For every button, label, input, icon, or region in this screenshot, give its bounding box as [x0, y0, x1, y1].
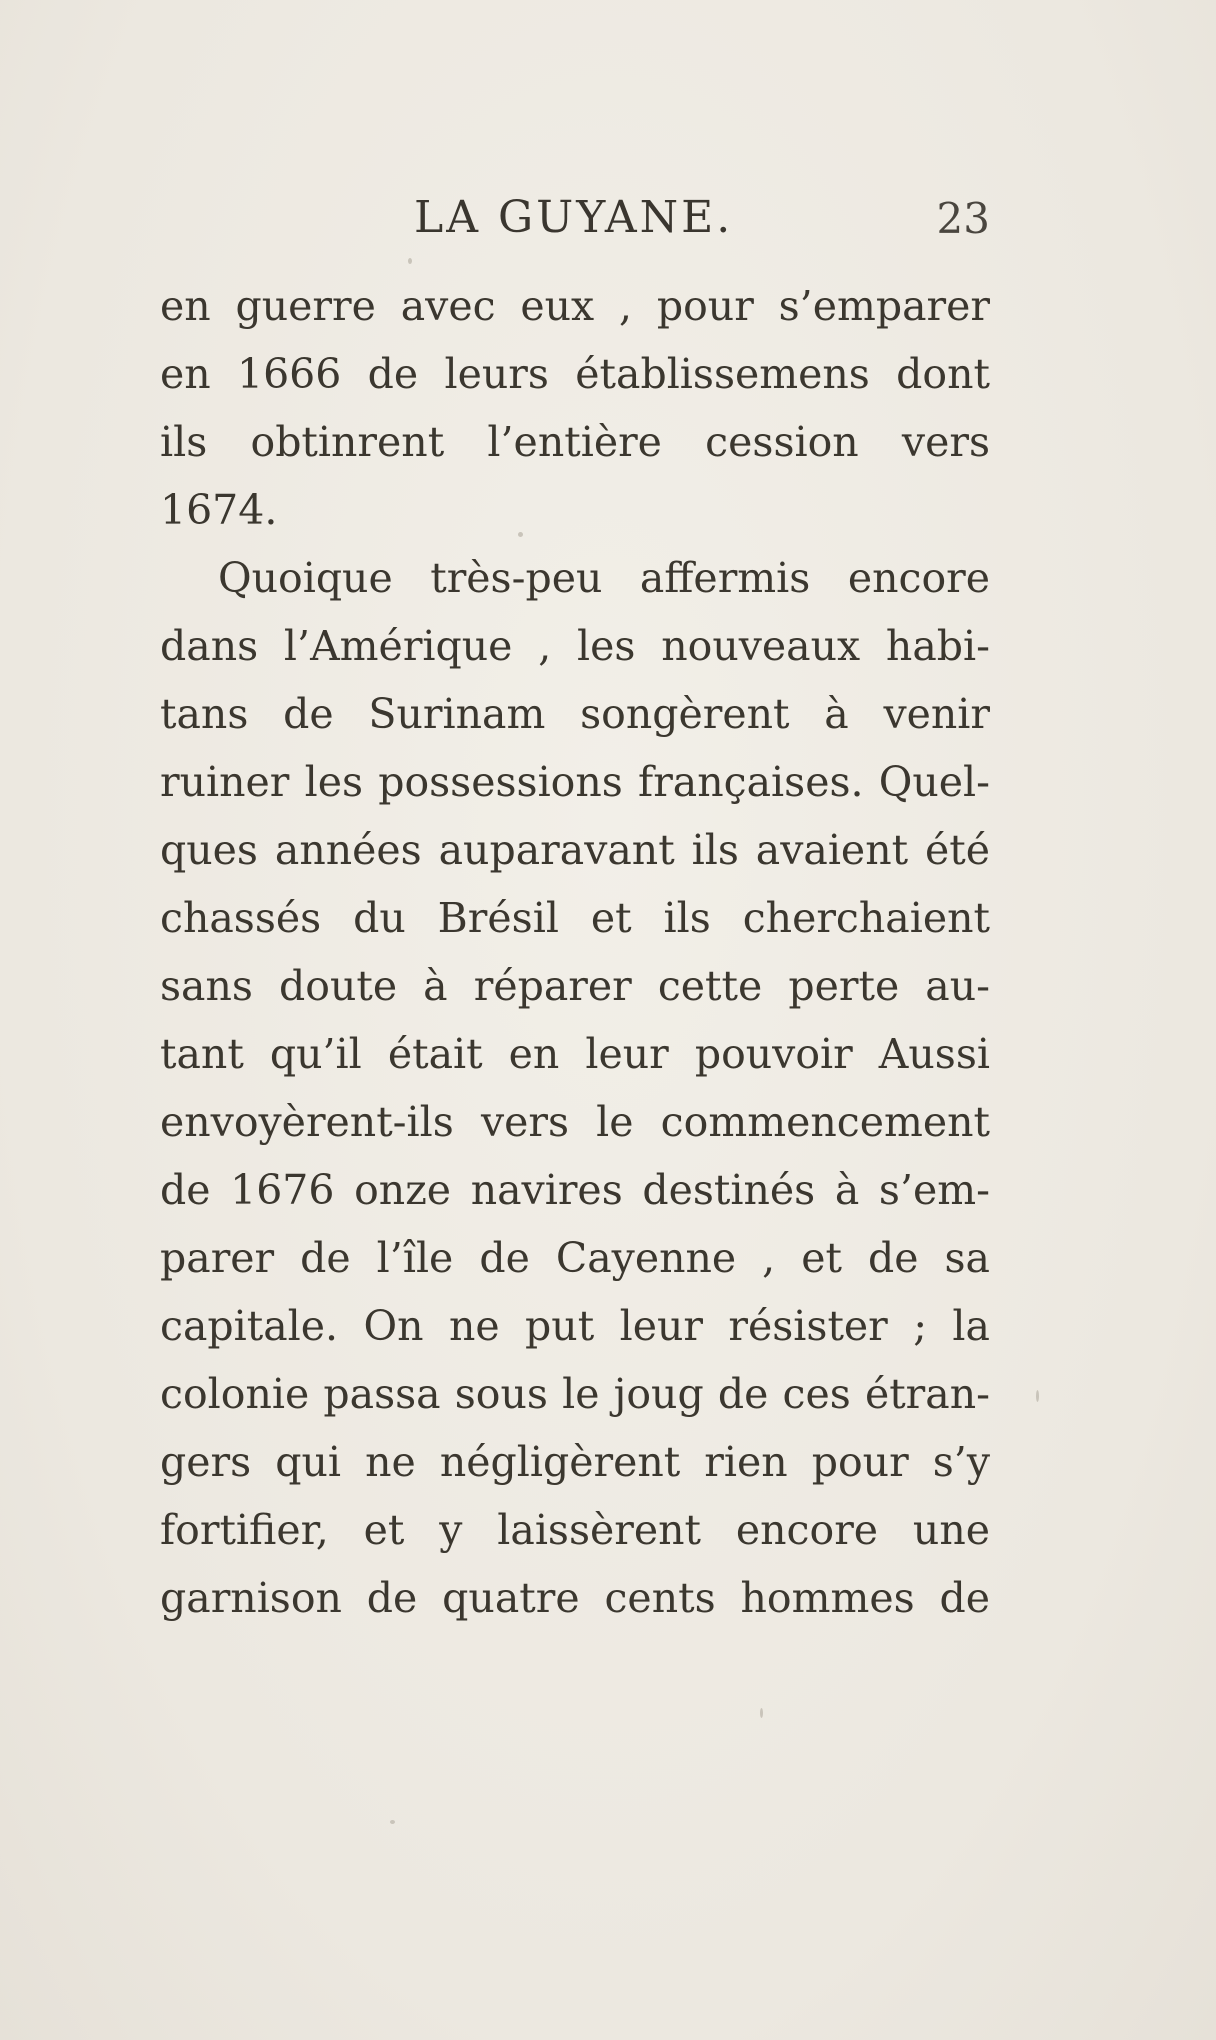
text-line: envoyèrent-ils vers le commencement — [160, 1098, 990, 1146]
text-line: sans doute à réparer cette perte au- — [160, 962, 990, 1010]
text-line: gers qui ne négligèrent rien pour s’y — [160, 1438, 990, 1486]
text-line: 1674. — [160, 486, 278, 534]
text-line: capitale. On ne put leur résister ; la — [160, 1302, 990, 1350]
paragraph-start-line: Quoique très-peu affermis encore — [218, 554, 990, 602]
text-line: dans l’Amérique , les nouveaux habi- — [160, 622, 990, 670]
paper-speck — [1036, 1390, 1039, 1402]
text-line: ils obtinrent l’entière cession vers — [160, 418, 990, 466]
text-line: tans de Surinam songèrent à venir — [160, 690, 990, 738]
text-line: colonie passa sous le joug de ces étran- — [160, 1370, 990, 1418]
text-line: ques années auparavant ils avaient été — [160, 826, 990, 874]
text-line: en guerre avec eux , pour s’emparer — [160, 282, 990, 330]
running-title: LA GUYANE. — [414, 192, 734, 243]
paper-speck — [760, 1708, 763, 1718]
paper-speck — [518, 532, 523, 537]
text-line: en 1666 de leurs établissemens dont — [160, 350, 990, 398]
text-line: parer de l’île de Cayenne , et de sa — [160, 1234, 990, 1282]
page-number: 23 — [936, 194, 990, 243]
paper-speck — [390, 1820, 395, 1824]
text-line: tant qu’il était en leur pouvoir Aussi — [160, 1030, 990, 1078]
paper-speck — [408, 258, 412, 264]
text-line: ruiner les possessions françaises. Quel- — [160, 758, 990, 806]
text-line: fortifier, et y laissèrent encore une — [160, 1506, 990, 1554]
body-text — [160, 272, 990, 1632]
page-header — [160, 192, 1000, 252]
text-line: garnison de quatre cents hommes de — [160, 1574, 990, 1622]
text-line: chassés du Brésil et ils cherchaient — [160, 894, 990, 942]
text-line: de 1676 onze navires destinés à s’em- — [160, 1166, 990, 1214]
